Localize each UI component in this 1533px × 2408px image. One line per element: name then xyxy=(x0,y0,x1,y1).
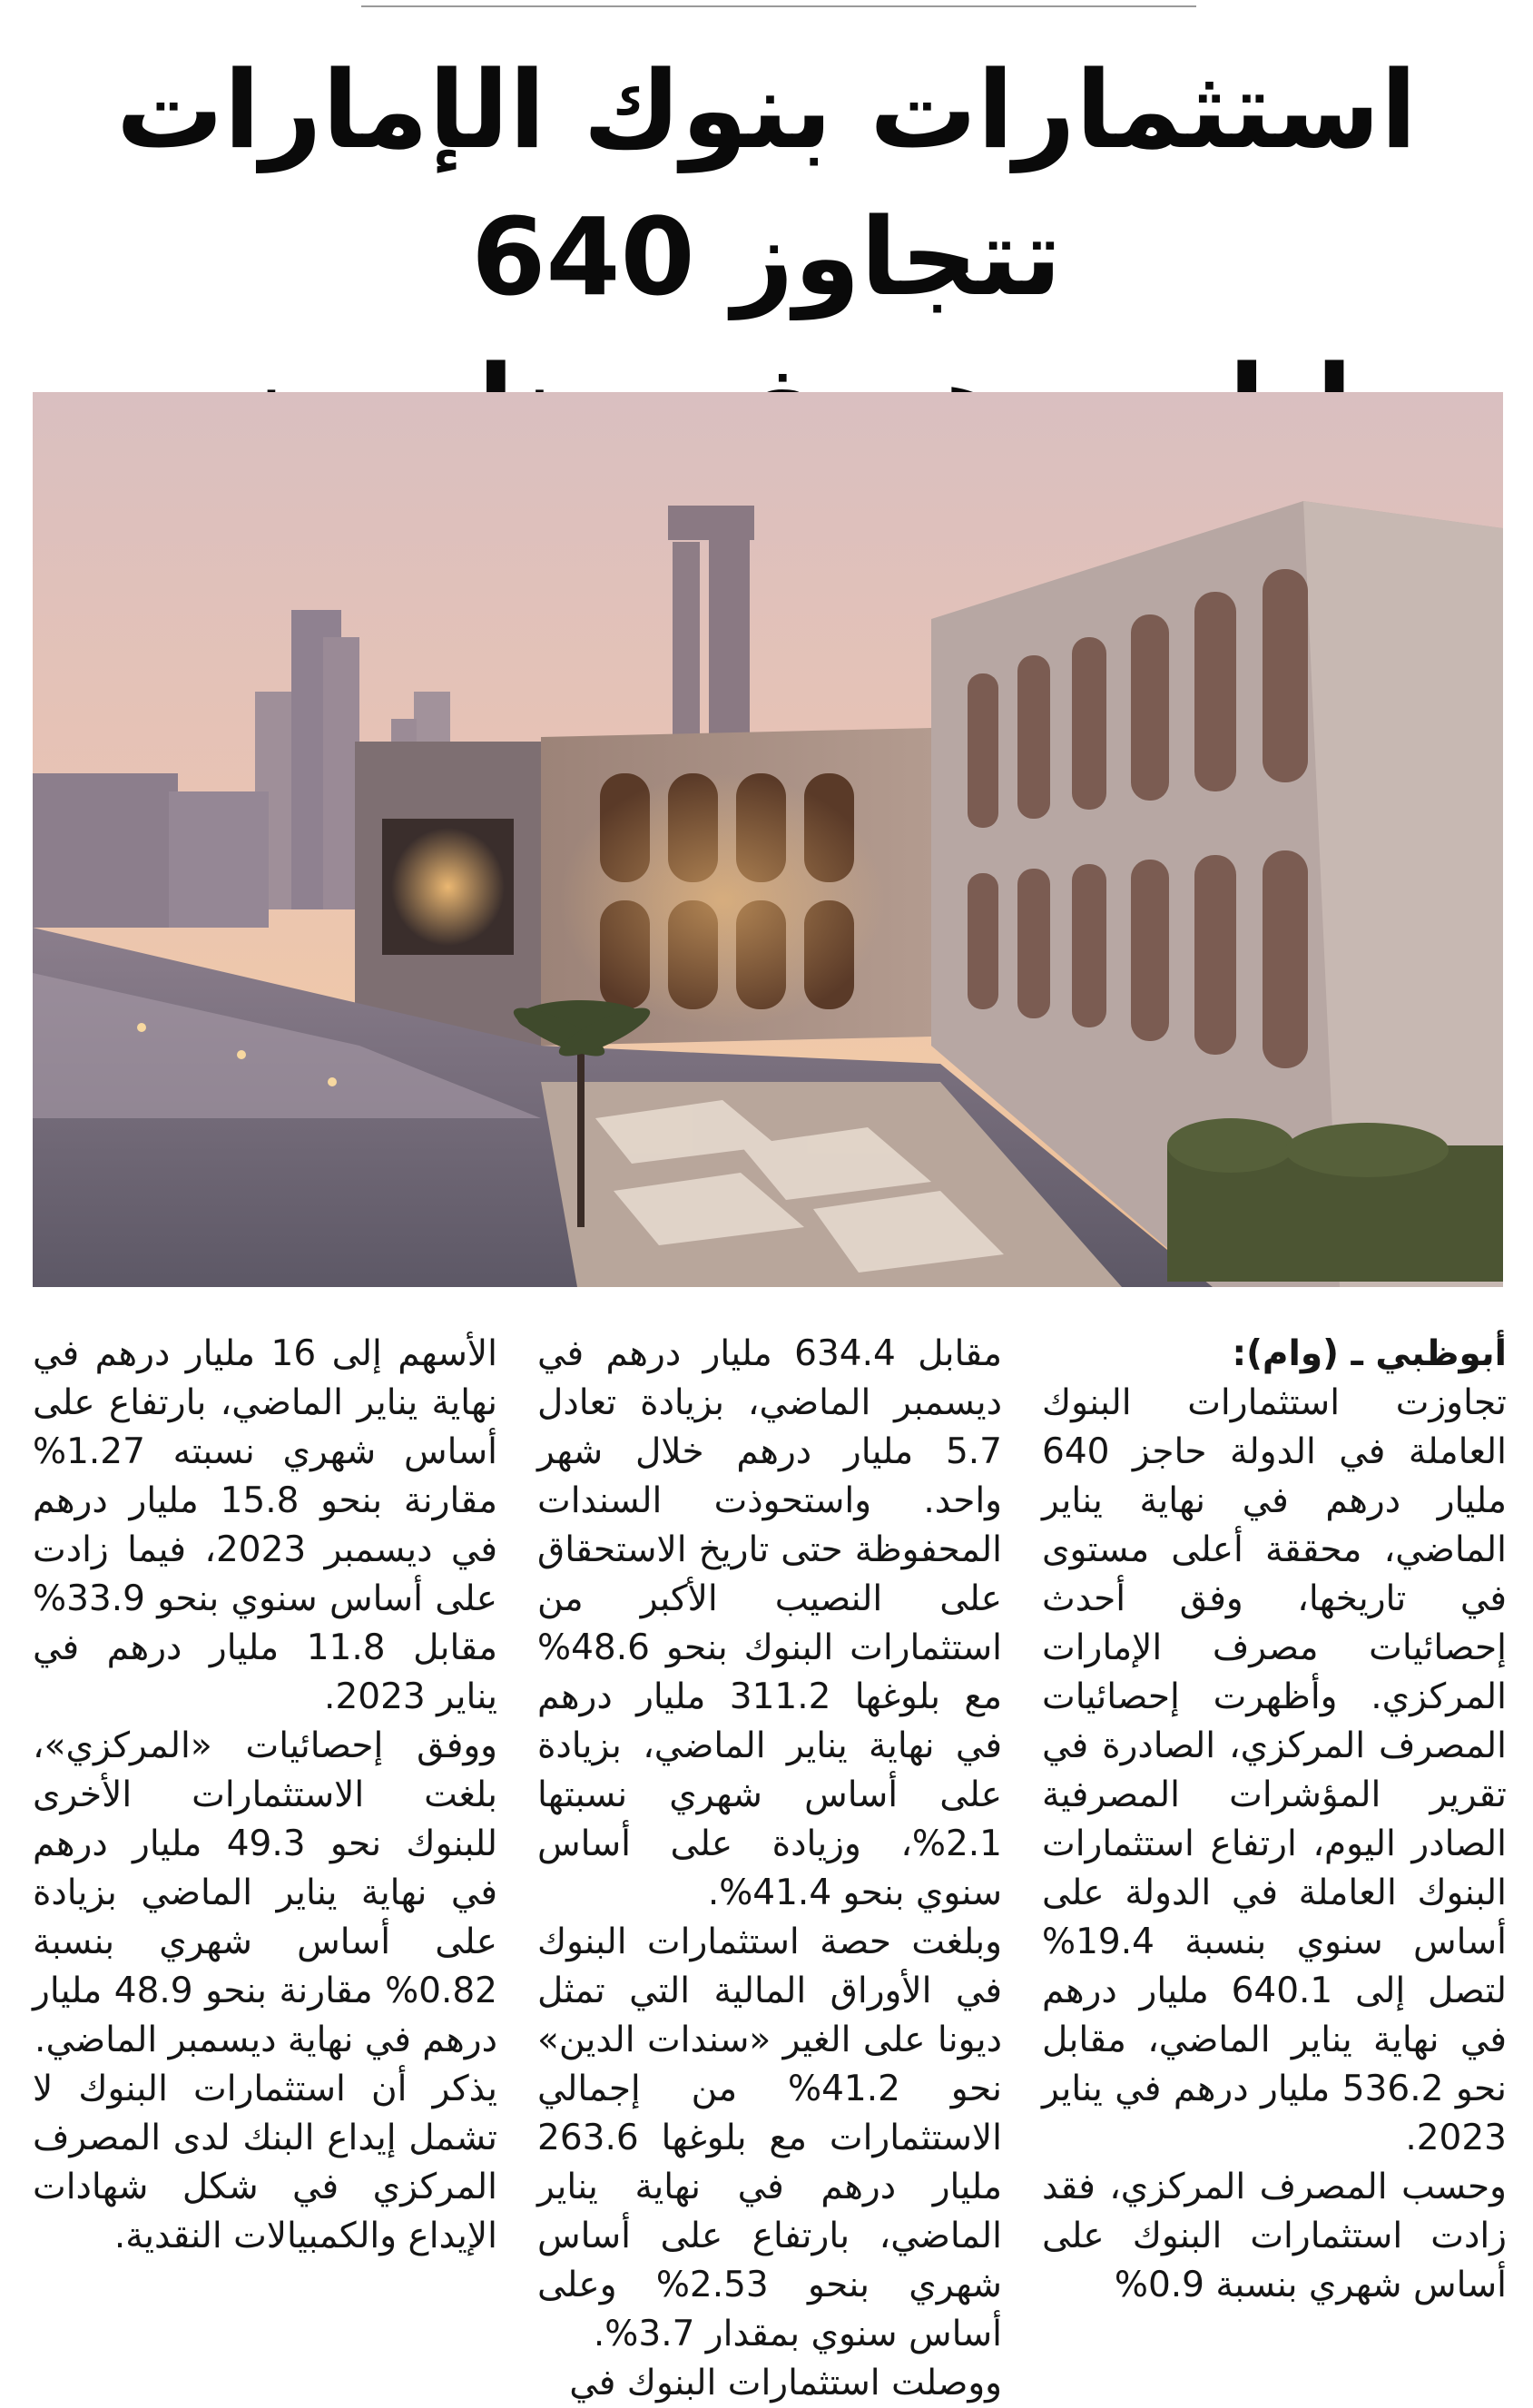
article-column-3 xyxy=(33,1330,497,2351)
article-column-2 xyxy=(537,1330,1002,2403)
paragraph: تجاوزت استثمارات البنوك العاملة في الدولة حاجز 640 مليار درهم في نهاية يناير الماضي، محققة أعلى مستوى في تاريخها، وفق أحدث إحصائيات مصرف الإمارات المركزي. وأظهرت إحصائيات المصرف المركزي، الصادرة في تقرير المؤشرات المصرفية الصادر اليوم، ارتفاع استثمارات البنوك العاملة في الدولة على أساس سنوي بنسبة 19.4% لتصل إلى 640.1 مليار درهم في نهاية يناير الماضي، مقابل نحو 536.2 مليار درهم في يناير 2023. xyxy=(1042,1382,1508,2158)
paragraph: وبلغت حصة استثمارات البنوك في الأوراق المالية التي تمثل ديونا على الغير «سندات الدين» نحو 41.2% من إجمالي الاستثمارات مع بلوغها 263.6 مليار درهم في نهاية يناير الماضي، بارتفاع على أساس شهري بنحو 2.53% وعلى أساس سنوي بمقدار 3.7%. xyxy=(537,1921,1002,2354)
dateline: أبوظبي ـ (وام): xyxy=(1232,1333,1507,1374)
top-rule xyxy=(361,5,1196,7)
article-photo xyxy=(33,392,1503,1287)
central-bank-building-photo xyxy=(33,392,1503,1287)
paragraph: وحسب المصرف المركزي، فقد زادت استثمارات البنوك على أساس شهري بنسبة 0.9% xyxy=(1042,2167,1507,2305)
paragraph: الأسهم إلى 16 مليار درهم في نهاية يناير الماضي، بارتفاع على أساس شهري نسبته 1.27% مقارنة بنحو 15.8 مليار درهم في ديسمبر 2023، فيما زادت على أساس سنوي بنحو 33.9% مقابل 11.8 مليار درهم في يناير 2023. xyxy=(33,1333,497,1717)
paragraph: مقابل 634.4 مليار درهم في ديسمبر الماضي، بزيادة تعادل 5.7 مليار درهم خلال شهر واحد. واستحوذت السندات المحفوظة حتى تاريخ الاستحقاق على النصيب الأكبر من استثمارات البنوك بنحو 48.6% مع بلوغها 311.2 مليار درهم في نهاية يناير الماضي، بزيادة على أساس شهري نسبتها 2.1%، وزيادة على أساس سنوي بنحو 41.4%. xyxy=(537,1333,1002,1913)
paragraph: يذكر أن استثمارات البنوك لا تشمل إيداع البنك لدى المصرف المركزي في شكل شهادات الإيداع والكمبيالات النقدية. xyxy=(33,2069,497,2256)
paragraph: ووفق إحصائيات «المركزي»، بلغت الاستثمارات الأخرى للبنوك نحو 49.3 مليار درهم في نهاية يناير الماضي بزيادة على أساس شهري بنسبة 0.82% مقارنة بنحو 48.9 مليار درهم في نهاية ديسمبر الماضي. xyxy=(33,1725,497,2060)
paragraph: ووصلت استثمارات البنوك في xyxy=(569,2363,1002,2403)
headline-line-1: استثمارات بنوك الإمارات تتجاوز 640 xyxy=(115,47,1418,319)
article-body xyxy=(33,1330,1508,2403)
article-column-1 xyxy=(1042,1330,1507,2351)
